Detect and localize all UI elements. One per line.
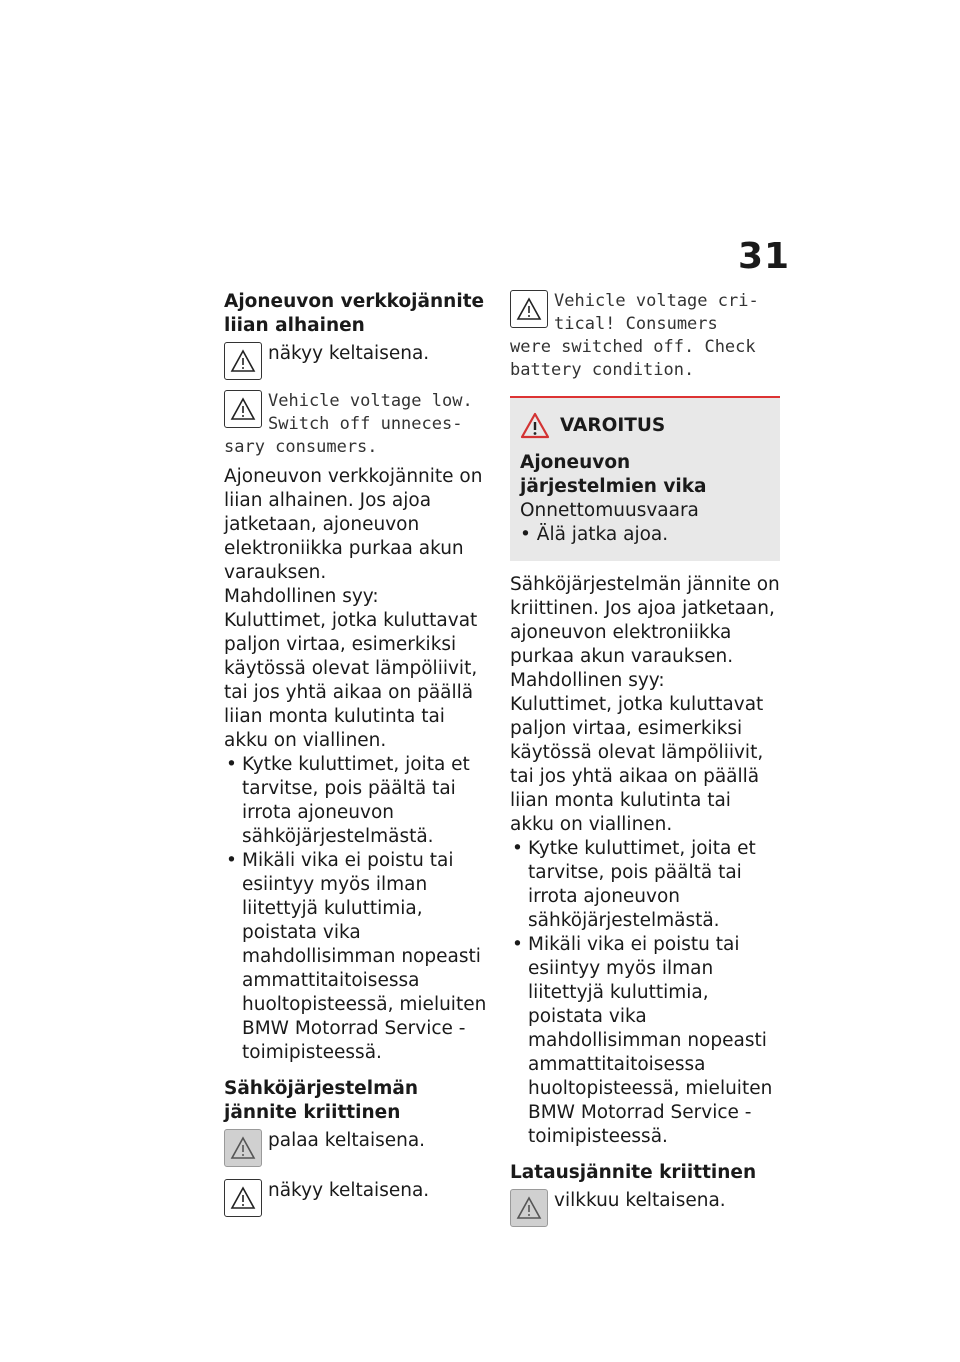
- indicator-text: palaa keltaisena.: [268, 1130, 426, 1151]
- indicator-row: [224, 1179, 492, 1217]
- list-item: • Kytke kuluttimet, joita et tarvitse, pois päältä tai irrota ajoneuvon sähköjärjestelmästä.: [224, 753, 492, 849]
- warning-header: [520, 412, 768, 439]
- warning-subtitle: Ajoneuvon järjestelmien vika: [520, 452, 707, 497]
- warning-action: • Älä jatka ajoa.: [520, 524, 669, 545]
- page-number: 31: [738, 236, 791, 277]
- warning-triangle-icon: [510, 290, 548, 328]
- cause-text: Kuluttimet, jotka kuluttavat paljon virtaa, esimerkiksi käytössä olevat lämpöliivit, tai jos yhtä aikaa on päällä liian monta kulutinta tai akku on viallinen.: [510, 694, 764, 835]
- list-item: • Kytke kuluttimet, joita et tarvitse, pois päältä tai irrota ajoneuvon sähköjärjestelmästä.: [510, 837, 780, 933]
- display-text-line: battery condition.: [510, 360, 695, 380]
- list-item: • Mikäli vika ei poistu tai esiintyy myös ilman liitettyjä kuluttimia, poistata vika mahdollisimman nopeasti ammattitaitoisessa huoltopisteessä, mieluiten BMW Motorrad Service -toimipisteessä.: [510, 933, 780, 1149]
- display-text-line: Vehicle voltage low.: [268, 391, 473, 411]
- action-list: [224, 753, 492, 1065]
- indicator-text: näkyy keltaisena.: [268, 343, 430, 364]
- heading-voltage-low: Ajoneuvon verkkojännite liian alhainen: [224, 291, 485, 336]
- display-message-row: [510, 290, 780, 336]
- indicator-text: näkyy keltaisena.: [268, 1180, 430, 1201]
- display-text-line: Vehicle voltage cri-: [554, 291, 759, 311]
- heading-charge-voltage-critical: Latausjännite kriittinen: [510, 1162, 757, 1183]
- left-column: [224, 290, 492, 1217]
- list-item: • Mikäli vika ei poistu tai esiintyy myös ilman liitettyjä kuluttimia, poistata vika mahdollisimman nopeasti ammattitaitoisessa huoltopisteessä, mieluiten BMW Motorrad Service -toimipisteessä.: [224, 849, 492, 1065]
- right-column: [510, 290, 780, 1227]
- warning-triangle-icon: [224, 390, 262, 428]
- warning-title: VAROITUS: [560, 414, 666, 436]
- action-list: [510, 837, 780, 1149]
- heading-voltage-critical: Sähköjärjestelmän jännite kriittinen: [224, 1078, 419, 1123]
- warning-triangle-icon: [224, 1179, 262, 1217]
- warning-exclamation-icon: [520, 412, 550, 439]
- warning-box: [510, 396, 780, 561]
- warning-triangle-icon: [224, 342, 262, 380]
- indicator-row: [510, 1189, 780, 1227]
- cause-text: Kuluttimet, jotka kuluttavat paljon virtaa, esimerkiksi käytössä olevat lämpöliivit, tai jos yhtä aikaa on päällä liian monta kulutinta tai akku on viallinen.: [224, 610, 478, 751]
- cause-label: Mahdollinen syy:: [224, 586, 379, 607]
- indicator-row: [224, 342, 492, 380]
- warning-risk: Onnettomuusvaara: [520, 500, 699, 521]
- warning-triangle-filled-icon: [510, 1189, 548, 1227]
- description: Ajoneuvon verkkojännite on liian alhainen. Jos ajoa jatketaan, ajoneuvon elektroniikka purkaa akun varauksen.: [224, 466, 483, 583]
- display-text-line: sary consumers.: [224, 437, 378, 457]
- display-text-line: were switched off. Check: [510, 337, 756, 357]
- display-message-row: [224, 390, 492, 436]
- indicator-row: [224, 1129, 492, 1167]
- warning-triangle-filled-icon: [224, 1129, 262, 1167]
- display-text-line: Switch off unneces-: [268, 414, 463, 434]
- indicator-text: vilkkuu keltaisena.: [554, 1190, 726, 1211]
- cause-label: Mahdollinen syy:: [510, 670, 665, 691]
- description: Sähköjärjestelmän jännite on kriittinen. Jos ajoa jatketaan, ajoneuvon elektroniikka purkaa akun varauksen.: [510, 574, 780, 667]
- display-text-line: tical! Consumers: [554, 314, 718, 334]
